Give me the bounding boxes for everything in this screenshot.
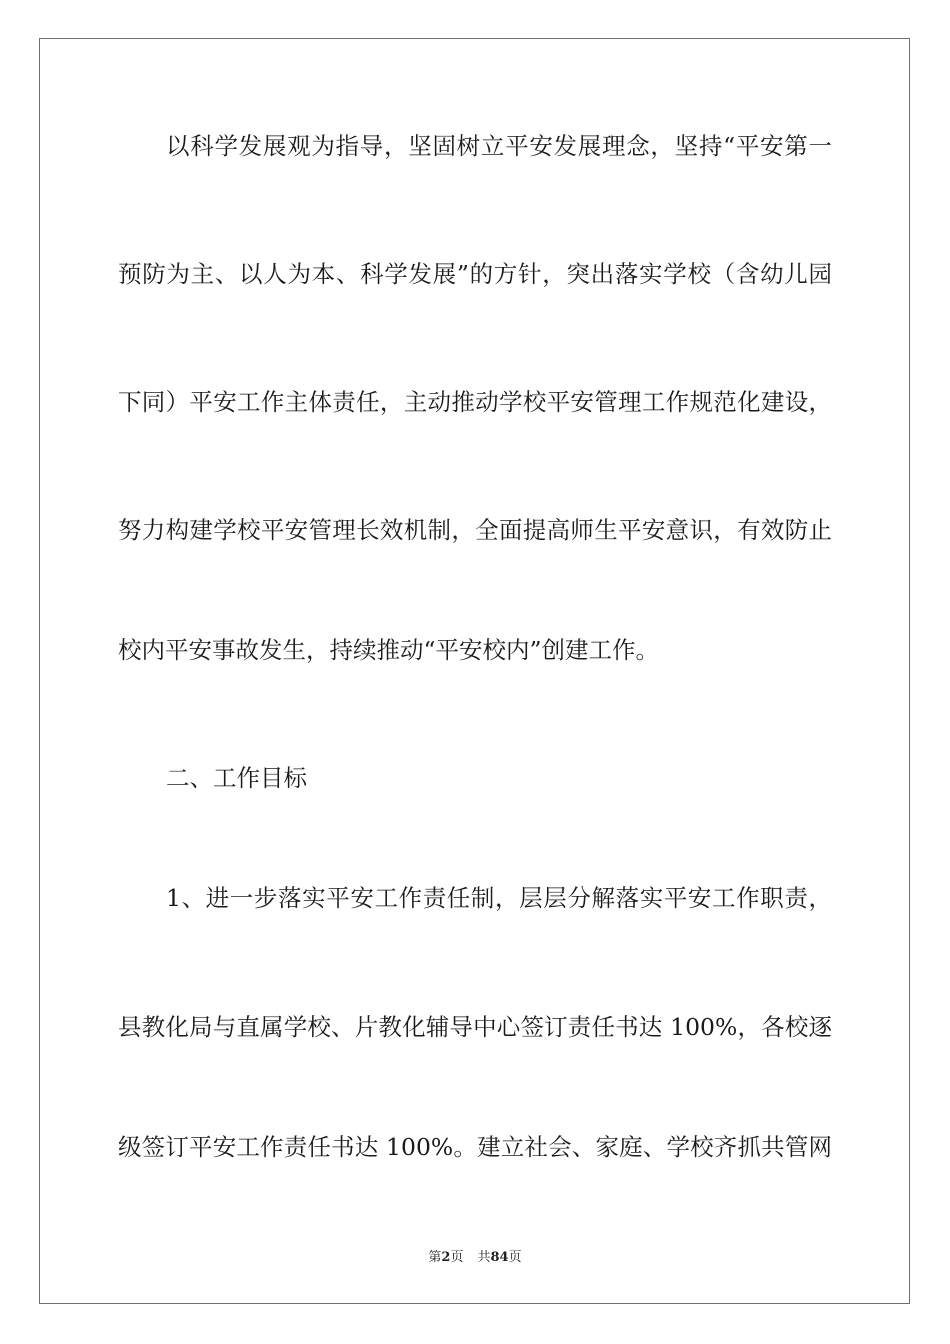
total-label-prefix: 共 (477, 1250, 491, 1265)
paragraph-line: 下同）平安工作主体责任，主动推动学校平安管理工作规范化建设， (118, 388, 832, 416)
paragraph-line: 县教化局与直属学校、片教化辅导中心签订责任书达 100%，各校逐 (118, 1013, 832, 1041)
total-pages: 84 (490, 1250, 509, 1265)
paragraph-line: 校内平安事故发生，持续推动“平安校内”创建工作。 (118, 636, 660, 664)
paragraph-line: 努力构建学校平安管理长效机制，全面提高师生平安意识，有效防止 (118, 516, 832, 544)
page-border (39, 38, 910, 1304)
section-heading: 二、工作目标 (166, 764, 307, 792)
page-number: 2 (441, 1250, 451, 1265)
total-label-suffix: 页 (508, 1250, 522, 1265)
page-label-prefix: 第 (428, 1250, 442, 1265)
paragraph-line: 以科学发展观为指导，坚固树立平安发展理念，坚持“平安第一 (166, 132, 832, 160)
page-label-suffix: 页 (450, 1250, 464, 1265)
paragraph-line: 预防为主、以人为本、科学发展”的方针，突出落实学校（含幼儿园 (118, 260, 832, 288)
paragraph-line: 级签订平安工作责任书达 100%。建立社会、家庭、学校齐抓共管网 (118, 1133, 832, 1161)
page-footer (0, 1249, 950, 1267)
paragraph-line: 1、进一步落实平安工作责任制，层层分解落实平安工作职责， (166, 884, 832, 912)
